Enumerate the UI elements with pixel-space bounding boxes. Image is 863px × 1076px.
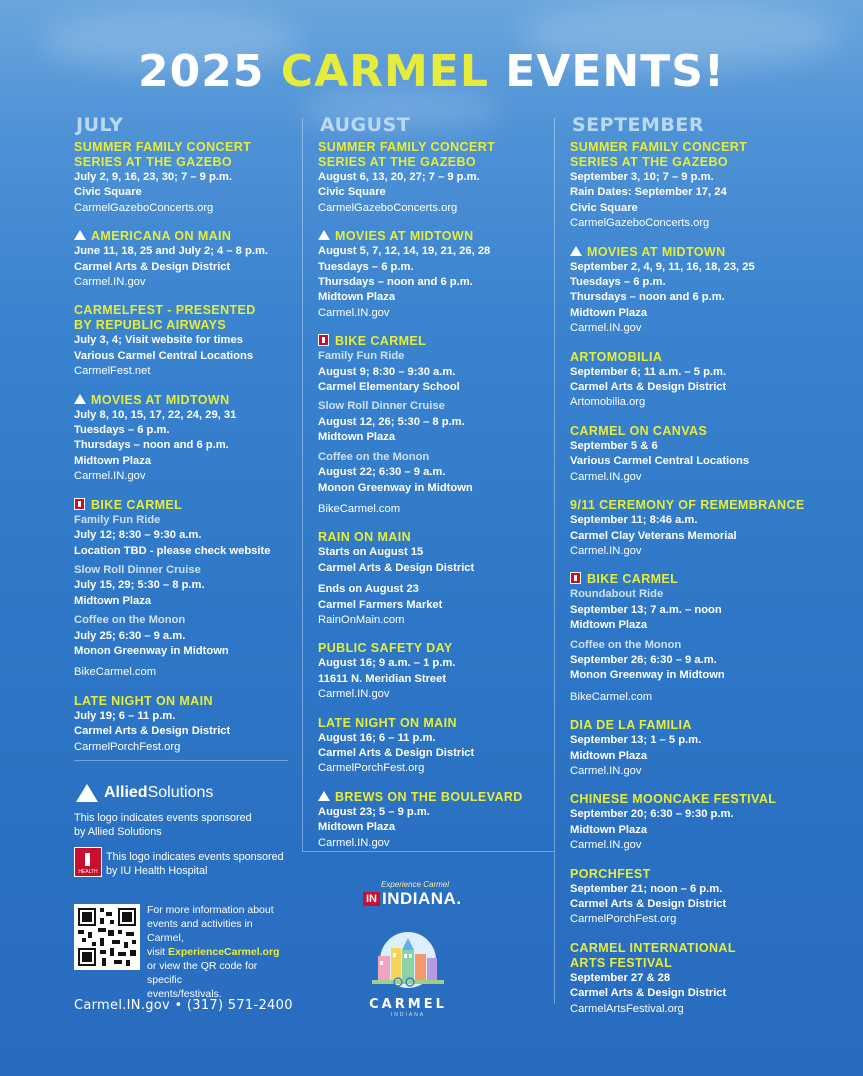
event-website-link[interactable]: CarmelPorchFest.org bbox=[74, 740, 181, 753]
event-item bbox=[318, 229, 548, 321]
event-item bbox=[570, 350, 840, 411]
event-detail: July 12; 8:30 – 9:30 a.m. bbox=[74, 529, 202, 542]
event-detail: August 5, 7, 12, 14, 19, 21, 26, 28 bbox=[318, 245, 491, 258]
event-title bbox=[570, 718, 840, 732]
event-detail: September 3, 10; 7 – 9 p.m. bbox=[570, 171, 714, 183]
iu-health-icon bbox=[74, 498, 85, 510]
event-detail: Starts on August 15 bbox=[318, 546, 424, 559]
allied-triangle-icon bbox=[318, 791, 330, 801]
event-item bbox=[570, 572, 840, 705]
allied-solutions-logo: AlliedSolutions bbox=[76, 784, 213, 802]
event-detail: Tuesdays – 6 p.m. bbox=[74, 424, 170, 437]
event-title-text: AMERICANA ON MAIN bbox=[91, 229, 232, 244]
event-title bbox=[318, 229, 548, 243]
allied-triangle-icon bbox=[74, 394, 86, 404]
event-detail: Civic Square bbox=[570, 201, 638, 214]
event-item bbox=[318, 334, 548, 517]
event-item bbox=[570, 140, 840, 232]
ride-name: Slow Roll Dinner Cruise bbox=[74, 563, 201, 576]
event-detail: Civic Square bbox=[74, 186, 142, 199]
event-detail: Midtown Plaza bbox=[318, 431, 396, 444]
event-title bbox=[570, 956, 840, 970]
event-title-text: SUMMER FAMILY CONCERT bbox=[570, 140, 748, 154]
event-detail: Monon Greenway in Midtown bbox=[570, 669, 725, 682]
event-detail: September 27 & 28 bbox=[570, 971, 671, 984]
event-detail: Thursdays – noon and 6 p.m. bbox=[318, 276, 473, 289]
event-title bbox=[74, 140, 289, 154]
event-website-link[interactable]: Artomobilia.org bbox=[570, 396, 646, 409]
allied-triangle-icon bbox=[570, 246, 582, 256]
event-website-link[interactable]: CarmelGazeboConcerts.org bbox=[74, 201, 214, 214]
allied-triangle-icon bbox=[318, 230, 330, 240]
event-detail: Carmel Elementary School bbox=[318, 381, 460, 394]
event-website-link[interactable]: BikeCarmel.com bbox=[318, 502, 401, 515]
event-title-text: SUMMER FAMILY CONCERT bbox=[74, 140, 252, 154]
event-detail: Carmel Clay Veterans Memorial bbox=[570, 529, 737, 542]
event-detail: August 12, 26; 5:30 – 8 p.m. bbox=[318, 415, 465, 428]
event-title-text: BY REPUBLIC AIRWAYS bbox=[74, 318, 227, 333]
event-title-text: PORCHFEST bbox=[570, 866, 651, 881]
event-item bbox=[570, 424, 840, 485]
event-title bbox=[570, 155, 840, 169]
event-title-text: CARMEL ON CANVAS bbox=[570, 423, 708, 438]
event-title-text: ARTOMOBILIA bbox=[570, 349, 663, 364]
event-website-link[interactable]: Carmel.IN.gov bbox=[570, 470, 642, 483]
event-detail: Carmel Farmers Market bbox=[318, 598, 443, 611]
event-detail: August 6, 13, 20, 27; 7 – 9 p.m. bbox=[318, 171, 480, 183]
event-detail: Ends on August 23 bbox=[318, 583, 419, 596]
event-website-link[interactable]: Carmel.IN.gov bbox=[318, 836, 390, 849]
iu-health-icon bbox=[570, 572, 581, 584]
event-detail: August 16; 9 a.m. – 1 p.m. bbox=[318, 657, 456, 670]
event-website-link[interactable]: CarmelArtsFestival.org bbox=[570, 1002, 684, 1015]
event-title bbox=[570, 867, 840, 881]
event-item bbox=[74, 229, 289, 290]
event-title bbox=[318, 641, 548, 655]
event-title bbox=[318, 334, 548, 348]
event-title bbox=[74, 318, 289, 332]
event-detail: 11611 N. Meridian Street bbox=[318, 672, 447, 685]
column-divider bbox=[554, 118, 555, 1004]
ride-name: Coffee on the Monon bbox=[74, 614, 186, 627]
event-website-link[interactable]: CarmelPorchFest.org bbox=[570, 913, 677, 926]
event-detail: Carmel Arts & Design District bbox=[570, 381, 727, 394]
event-detail: Monon Greenway in Midtown bbox=[74, 644, 229, 657]
event-detail: Thursdays – noon and 6 p.m. bbox=[570, 291, 725, 304]
event-detail: Midtown Plaza bbox=[570, 306, 648, 319]
event-title bbox=[74, 498, 289, 512]
event-website-link[interactable]: CarmelGazeboConcerts.org bbox=[570, 217, 710, 230]
event-title-text: PUBLIC SAFETY DAY bbox=[318, 641, 453, 656]
event-detail: September 21; noon – 6 p.m. bbox=[570, 882, 723, 895]
event-item bbox=[570, 718, 840, 779]
event-detail: Carmel Arts & Design District bbox=[318, 746, 475, 759]
event-detail: July 25; 6:30 – 9 a.m. bbox=[74, 629, 186, 642]
event-title-text: BIKE CARMEL bbox=[587, 572, 679, 587]
event-title bbox=[74, 694, 289, 708]
month-heading: AUGUST bbox=[320, 114, 411, 136]
event-title-text: LATE NIGHT ON MAIN bbox=[74, 693, 213, 708]
event-website-link[interactable]: BikeCarmel.com bbox=[570, 690, 653, 703]
event-item bbox=[74, 303, 289, 379]
ride-name: Family Fun Ride bbox=[318, 350, 405, 363]
event-detail: Various Carmel Central Locations bbox=[570, 455, 750, 468]
carmel-skyline-icon bbox=[358, 926, 458, 990]
event-website-link[interactable]: Carmel.IN.gov bbox=[318, 688, 390, 701]
event-item bbox=[570, 245, 840, 337]
event-detail: September 26; 6:30 – 9 a.m. bbox=[570, 653, 717, 666]
event-detail: Tuesdays – 6 p.m. bbox=[318, 260, 414, 273]
event-item bbox=[318, 140, 548, 216]
event-detail: Carmel Arts & Design District bbox=[570, 898, 727, 910]
event-detail: September 5 & 6 bbox=[570, 439, 658, 452]
event-title bbox=[318, 790, 548, 804]
event-title bbox=[570, 350, 840, 364]
event-detail: Carmel Arts & Design District bbox=[74, 260, 231, 273]
event-title-text: CHINESE MOONCAKE FESTIVAL bbox=[570, 792, 777, 807]
event-detail: Thursdays – noon and 6 p.m. bbox=[74, 439, 229, 452]
event-website-link[interactable]: CarmelGazeboConcerts.org bbox=[318, 201, 458, 214]
event-detail: September 13; 1 – 5 p.m. bbox=[570, 734, 702, 747]
event-detail: August 9; 8:30 – 9:30 a.m. bbox=[318, 365, 456, 378]
event-detail: Midtown Plaza bbox=[318, 821, 396, 834]
ride-name: Slow Roll Dinner Cruise bbox=[318, 400, 445, 413]
event-title-text: MOVIES AT MIDTOWN bbox=[587, 244, 726, 259]
event-item bbox=[318, 530, 548, 628]
event-detail: Various Carmel Central Locations bbox=[74, 349, 254, 362]
event-detail: Civic Square bbox=[318, 186, 386, 199]
event-title-text: BREWS ON THE BOULEVARD bbox=[335, 789, 523, 804]
event-title-text: MOVIES AT MIDTOWN bbox=[335, 229, 474, 244]
event-title-text: SERIES AT THE GAZEBO bbox=[74, 155, 233, 169]
event-title bbox=[318, 155, 548, 169]
event-title-text: RAIN ON MAIN bbox=[318, 530, 411, 545]
footer-contact: Carmel.IN.gov • (317) 571-2400 bbox=[74, 998, 293, 1013]
event-item bbox=[318, 641, 548, 702]
event-title bbox=[570, 792, 840, 806]
event-title bbox=[570, 424, 840, 438]
allied-sponsor-note: This logo indicates events sponsored by Allied Solutions bbox=[74, 812, 252, 838]
event-title bbox=[74, 393, 289, 407]
event-detail: Midtown Plaza bbox=[74, 454, 152, 467]
event-title-text: DIA DE LA FAMILIA bbox=[570, 718, 692, 733]
event-title-text: CARMEL INTERNATIONAL bbox=[570, 940, 736, 955]
month-heading: JULY bbox=[76, 114, 124, 136]
event-website-link[interactable]: Carmel.IN.gov bbox=[570, 322, 642, 335]
page-title: 2025 CARMEL EVENTS! bbox=[138, 46, 725, 97]
more-info-text: For more information about events and activities in Carmel, visit ExperienceCarmel.org or view the QR code for specific events/festivals. bbox=[147, 904, 280, 1000]
event-detail: Monon Greenway in Midtown bbox=[318, 481, 473, 494]
event-title bbox=[74, 155, 289, 169]
event-detail: September 6; 11 a.m. – 5 p.m. bbox=[570, 365, 727, 378]
event-detail: Rain Dates: September 17, 24 bbox=[570, 186, 727, 199]
iu-health-logo: HEALTH bbox=[74, 847, 102, 877]
experience-carmel-link[interactable]: ExperienceCarmel.org bbox=[168, 946, 280, 958]
month-column-september bbox=[570, 114, 840, 1030]
event-website-link[interactable]: Carmel.IN.gov bbox=[74, 470, 146, 483]
ride-name: Roundabout Ride bbox=[570, 588, 664, 601]
event-title bbox=[570, 498, 840, 512]
event-website-link[interactable]: Carmel.IN.gov bbox=[74, 276, 146, 289]
event-website-link[interactable]: BikeCarmel.com bbox=[74, 666, 157, 679]
event-item bbox=[570, 867, 840, 928]
event-title-text: SERIES AT THE GAZEBO bbox=[570, 155, 729, 169]
event-title bbox=[318, 716, 548, 730]
ride-name: Family Fun Ride bbox=[74, 513, 161, 526]
event-title bbox=[570, 572, 840, 586]
event-detail: Tuesdays – 6 p.m. bbox=[570, 276, 666, 289]
event-item bbox=[74, 694, 289, 755]
event-title bbox=[318, 140, 548, 154]
event-detail: Midtown Plaza bbox=[570, 749, 648, 762]
event-title bbox=[74, 303, 289, 317]
event-item bbox=[318, 790, 548, 851]
event-title-text: ARTS FESTIVAL bbox=[570, 955, 673, 970]
month-column-august bbox=[318, 114, 548, 864]
event-website-link[interactable]: Carmel.IN.gov bbox=[570, 764, 642, 777]
event-detail: August 23; 5 – 9 p.m. bbox=[318, 805, 430, 818]
event-detail: August 16; 6 – 11 p.m. bbox=[318, 731, 436, 744]
event-detail: July 2, 9, 16, 23, 30; 7 – 9 p.m. bbox=[74, 171, 232, 183]
allied-mountain-icon bbox=[76, 784, 98, 802]
column-divider bbox=[302, 118, 303, 851]
event-detail: Midtown Plaza bbox=[570, 823, 648, 836]
ride-name: Coffee on the Monon bbox=[318, 450, 430, 463]
section-divider bbox=[302, 851, 554, 852]
event-title bbox=[74, 229, 289, 243]
event-detail: Midtown Plaza bbox=[570, 619, 648, 632]
event-detail: July 3, 4; Visit website for times bbox=[74, 334, 243, 347]
section-divider bbox=[74, 760, 288, 761]
event-detail: July 8, 10, 15, 17, 22, 24, 29, 31 bbox=[74, 408, 237, 421]
iu-health-icon bbox=[318, 334, 329, 346]
qr-code[interactable] bbox=[74, 904, 140, 970]
event-title-text: MOVIES AT MIDTOWN bbox=[91, 392, 230, 407]
event-detail: Carmel Arts & Design District bbox=[74, 725, 231, 738]
event-website-link[interactable]: Carmel.IN.gov bbox=[318, 306, 390, 319]
event-detail: July 19; 6 – 11 p.m. bbox=[74, 709, 176, 722]
experience-carmel-indiana-logo: Experience Carmel IN INDIANA. bbox=[363, 880, 463, 909]
event-item bbox=[570, 941, 840, 1017]
event-item bbox=[318, 716, 548, 777]
event-item bbox=[74, 140, 289, 216]
event-item bbox=[570, 498, 840, 559]
event-website-link[interactable]: Carmel.IN.gov bbox=[570, 839, 642, 852]
iu-sponsor-note: This logo indicates events sponsored by IU Health Hospital bbox=[106, 851, 284, 877]
event-detail: September 20; 6:30 – 9:30 p.m. bbox=[570, 808, 734, 821]
event-detail: Carmel Arts & Design District bbox=[570, 987, 727, 1000]
event-detail: Midtown Plaza bbox=[318, 291, 396, 304]
event-detail: August 22; 6:30 – 9 a.m. bbox=[318, 466, 446, 479]
event-detail: Location TBD - please check website bbox=[74, 544, 271, 557]
event-item bbox=[74, 393, 289, 485]
event-detail: June 11, 18, 25 and July 2; 4 – 8 p.m. bbox=[74, 245, 269, 258]
event-website-link[interactable]: CarmelPorchFest.org bbox=[318, 762, 425, 775]
event-detail: Midtown Plaza bbox=[74, 594, 152, 607]
event-title-text: SUMMER FAMILY CONCERT bbox=[318, 140, 496, 154]
event-title bbox=[570, 140, 840, 154]
event-title bbox=[570, 941, 840, 955]
event-website-link[interactable]: RainOnMain.com bbox=[318, 613, 405, 626]
event-title bbox=[570, 245, 840, 259]
event-website-link[interactable]: CarmelFest.net bbox=[74, 365, 151, 378]
event-title-text: CARMELFEST - PRESENTED bbox=[74, 303, 256, 318]
event-detail: July 15, 29; 5:30 – 8 p.m. bbox=[74, 579, 205, 592]
allied-triangle-icon bbox=[74, 230, 86, 240]
event-detail: September 11; 8:46 a.m. bbox=[570, 514, 698, 527]
event-title-text: LATE NIGHT ON MAIN bbox=[318, 715, 457, 730]
event-title-text: 9/11 CEREMONY OF REMEMBRANCE bbox=[570, 498, 805, 513]
event-title-text: BIKE CARMEL bbox=[335, 334, 427, 349]
event-item bbox=[570, 792, 840, 853]
month-column-july bbox=[74, 114, 289, 768]
event-title-text: BIKE CARMEL bbox=[91, 497, 183, 512]
event-title-text: SERIES AT THE GAZEBO bbox=[318, 155, 477, 169]
event-website-link[interactable]: Carmel.IN.gov bbox=[570, 544, 642, 557]
month-heading: SEPTEMBER bbox=[572, 114, 705, 136]
event-detail: September 13; 7 a.m. – noon bbox=[570, 603, 722, 616]
event-title bbox=[318, 530, 548, 544]
carmel-city-logo: CARMEL INDIANA bbox=[358, 926, 458, 1018]
ride-name: Coffee on the Monon bbox=[570, 638, 682, 651]
event-detail: September 2, 4, 9, 11, 16, 18, 23, 25 bbox=[570, 260, 755, 273]
event-item bbox=[74, 498, 289, 681]
event-detail: Carmel Arts & Design District bbox=[318, 561, 475, 574]
